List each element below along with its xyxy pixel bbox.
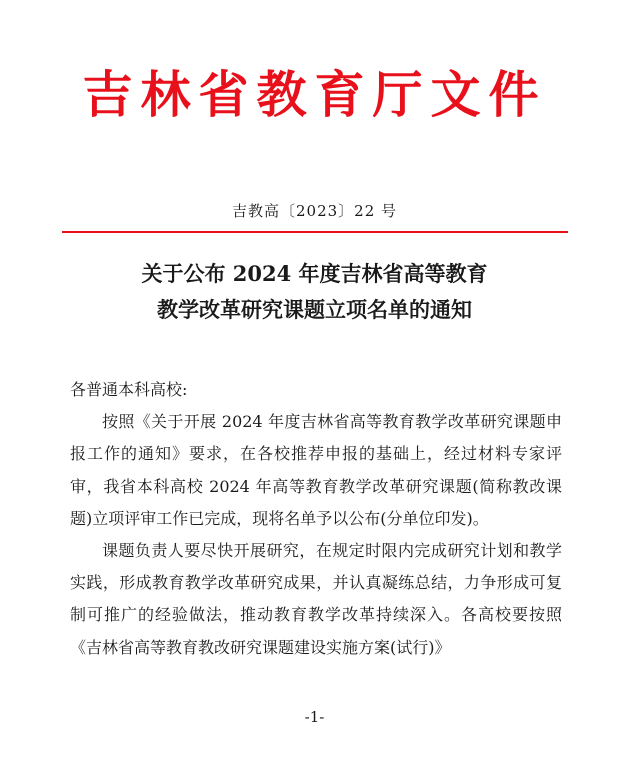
document-number: 吉教高〔2023〕22 号	[231, 202, 398, 220]
body-paragraph-2: 课题负责人要尽快开展研究，在规定时限内完成研究计划和教学实践，形成教育教学改革研究成果，并认真凝练总结，力争形成可复制可推广的经验做法，推动教育教学改革持续深入。各高校要按照《吉林省高等教育教改研究课题建设实施方案(试行)》	[70, 541, 562, 657]
notice-title-line-2: 教学改革研究课题立项名单的通知	[157, 297, 472, 322]
page-number: -1-	[304, 708, 325, 726]
notice-title-line-1: 关于公布 2024 年度吉林省高等教育	[141, 261, 488, 286]
salutation: 各普通本科高校:	[70, 380, 188, 399]
document-body	[70, 374, 562, 664]
document-header: 吉林省教育厅文件	[82, 66, 547, 124]
notice-title	[0, 256, 629, 328]
body-paragraph-1: 按照《关于开展 2024 年度吉林省高等教育教学改革研究课题申报工作的通知》要求，在各校推荐申报的基础上，经过材料专家评审，我省本科高校 2024 年高等教育教学改革研究课题(简称教改课题)立项评审工作已完成，现将名单予以公布(分单位印发)。	[70, 412, 562, 528]
red-divider-line	[62, 231, 568, 233]
